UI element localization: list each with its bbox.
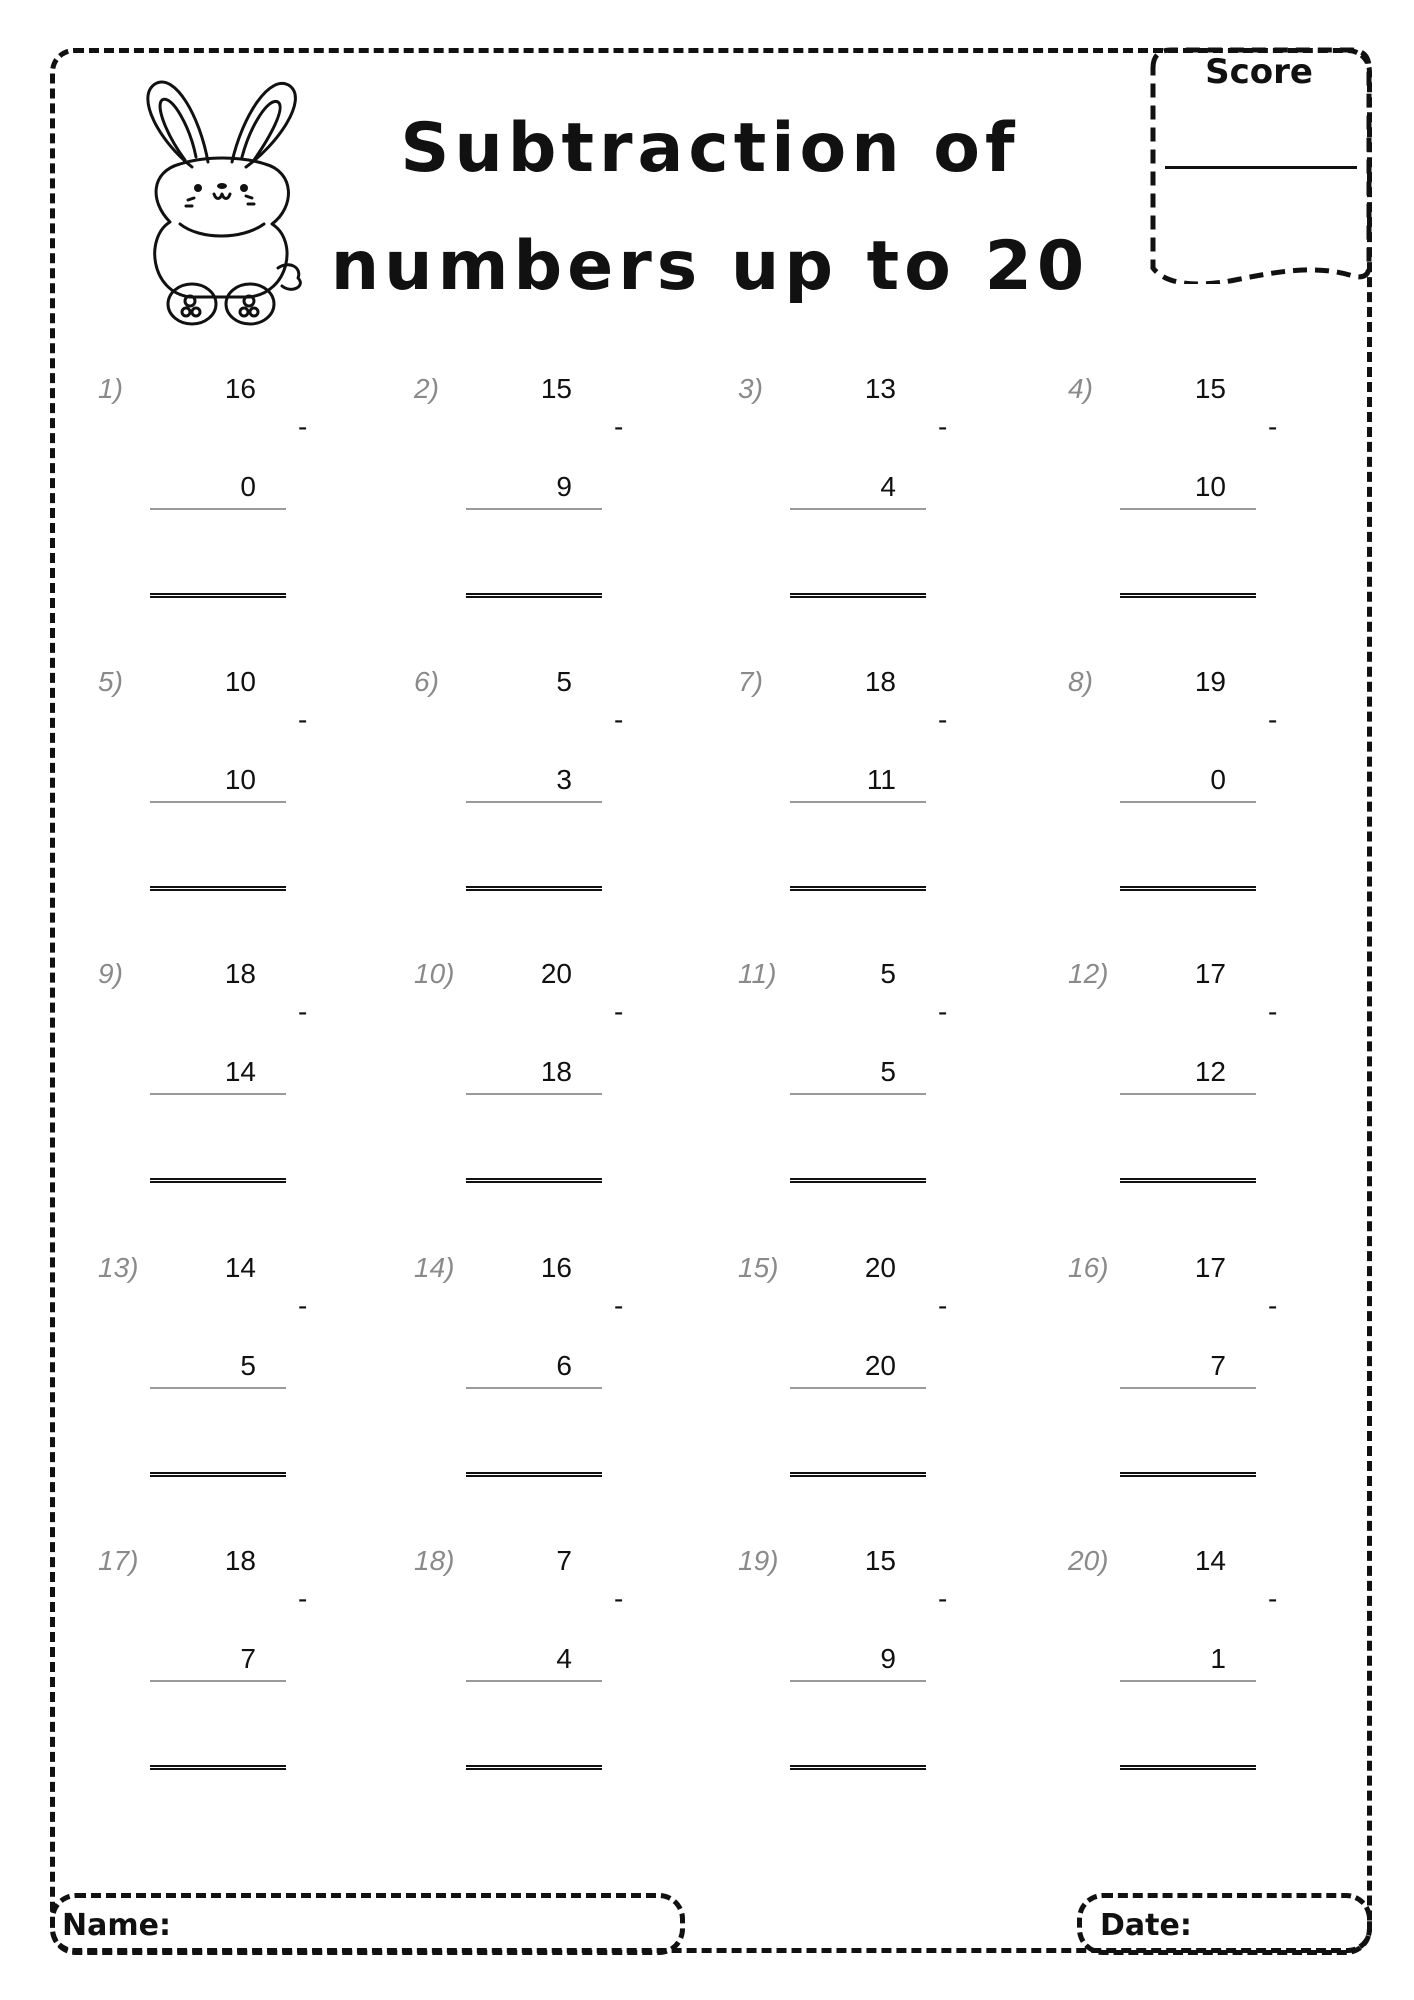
problem-number: 9): [98, 958, 123, 989]
minus-sign: -: [1268, 1290, 1278, 1321]
subtrahend: 9: [880, 1643, 896, 1674]
answer-line[interactable]: [150, 1472, 286, 1477]
minus-sign: -: [938, 704, 948, 735]
problem-12: [1068, 958, 1368, 1218]
problem-6: [414, 666, 714, 926]
minus-sign: -: [1268, 411, 1278, 442]
title-line-1: Subtraction of: [400, 109, 1020, 188]
minuend: 19: [1194, 666, 1226, 697]
underline: [150, 1680, 286, 1682]
problem-number: 8): [1068, 666, 1093, 697]
problem-7: [738, 666, 1038, 926]
problem-9: [98, 958, 398, 1218]
subtrahend: 10: [1194, 471, 1226, 502]
date-label: Date:: [1100, 1908, 1192, 1943]
problem-number: 6): [414, 666, 439, 697]
problem-number: 7): [738, 666, 763, 697]
subtrahend: 20: [864, 1350, 896, 1381]
problem-number: 10): [414, 958, 455, 989]
answer-line[interactable]: [466, 1765, 602, 1770]
problem-number: 15): [738, 1252, 779, 1283]
minus-sign: -: [614, 1290, 624, 1321]
answer-line[interactable]: [466, 1178, 602, 1183]
problem-number: 14): [414, 1252, 455, 1283]
underline: [1120, 1680, 1256, 1682]
answer-line[interactable]: [790, 886, 926, 891]
answer-line[interactable]: [466, 1472, 602, 1477]
minuend: 20: [540, 958, 572, 989]
problem-5: [98, 666, 398, 926]
minus-sign: -: [614, 411, 624, 442]
score-label: Score: [1205, 52, 1313, 92]
underline: [466, 1387, 602, 1389]
underline: [790, 1387, 926, 1389]
title-line-2: numbers up to 20: [330, 227, 1090, 306]
minus-sign: -: [938, 1583, 948, 1614]
minuend: 20: [864, 1252, 896, 1283]
minus-sign: -: [1268, 704, 1278, 735]
problem-number: 5): [98, 666, 123, 697]
subtrahend: 4: [556, 1643, 572, 1674]
minuend: 13: [864, 373, 896, 404]
problem-4: [1068, 373, 1368, 633]
worksheet-title: [330, 90, 1090, 326]
subtrahend: 11: [866, 764, 896, 795]
problem-number: 12): [1068, 958, 1109, 989]
answer-line[interactable]: [466, 886, 602, 891]
problem-18: [414, 1545, 714, 1805]
minus-sign: -: [1268, 1583, 1278, 1614]
minuend: 7: [556, 1545, 572, 1576]
underline: [466, 508, 602, 510]
minus-sign: -: [938, 1290, 948, 1321]
name-label: Name:: [62, 1908, 171, 1943]
problem-2: [414, 373, 714, 633]
problem-1: [98, 373, 398, 633]
problem-15: [738, 1252, 1038, 1512]
problem-13: [98, 1252, 398, 1512]
underline: [150, 508, 286, 510]
minuend: 15: [1194, 373, 1226, 404]
answer-line[interactable]: [466, 593, 602, 598]
subtrahend: 18: [540, 1056, 572, 1087]
subtrahend: 3: [556, 764, 572, 795]
answer-line[interactable]: [1120, 886, 1256, 891]
underline: [1120, 508, 1256, 510]
problem-number: 11): [738, 958, 777, 989]
problem-number: 19): [738, 1545, 779, 1576]
subtrahend: 12: [1194, 1056, 1226, 1087]
underline: [790, 508, 926, 510]
subtrahend: 0: [240, 471, 256, 502]
minuend: 17: [1194, 1252, 1226, 1283]
problem-20: [1068, 1545, 1368, 1805]
minuend: 18: [224, 1545, 256, 1576]
subtrahend: 6: [556, 1350, 572, 1381]
minus-sign: -: [614, 1583, 624, 1614]
answer-line[interactable]: [790, 593, 926, 598]
answer-line[interactable]: [1120, 1472, 1256, 1477]
score-line[interactable]: [1165, 166, 1357, 169]
problem-number: 3): [738, 373, 763, 404]
minus-sign: -: [298, 1583, 308, 1614]
minus-sign: -: [298, 411, 308, 442]
minus-sign: -: [1268, 996, 1278, 1027]
problem-17: [98, 1545, 398, 1805]
underline: [790, 1680, 926, 1682]
minuend: 17: [1194, 958, 1226, 989]
answer-line[interactable]: [790, 1472, 926, 1477]
subtrahend: 0: [1210, 764, 1226, 795]
underline: [1120, 801, 1256, 803]
subtrahend: 1: [1210, 1643, 1226, 1674]
minuend: 18: [224, 958, 256, 989]
underline: [150, 801, 286, 803]
answer-line[interactable]: [790, 1765, 926, 1770]
subtrahend: 10: [224, 764, 256, 795]
minuend: 16: [224, 373, 256, 404]
answer-line[interactable]: [1120, 1765, 1256, 1770]
underline: [1120, 1093, 1256, 1095]
problem-number: 4): [1068, 373, 1093, 404]
answer-line[interactable]: [790, 1178, 926, 1183]
underline: [150, 1387, 286, 1389]
minus-sign: -: [614, 996, 624, 1027]
underline: [466, 1093, 602, 1095]
minuend: 5: [556, 666, 572, 697]
underline: [790, 1093, 926, 1095]
answer-line[interactable]: [150, 886, 286, 891]
answer-line[interactable]: [150, 593, 286, 598]
minus-sign: -: [298, 996, 308, 1027]
answer-line[interactable]: [1120, 593, 1256, 598]
minus-sign: -: [298, 1290, 308, 1321]
problem-3: [738, 373, 1038, 633]
minus-sign: -: [614, 704, 624, 735]
problem-number: 17): [98, 1545, 139, 1576]
problem-10: [414, 958, 714, 1218]
problem-number: 13): [98, 1252, 139, 1283]
underline: [790, 801, 926, 803]
subtrahend: 4: [880, 471, 896, 502]
problem-number: 2): [414, 373, 439, 404]
problem-number: 20): [1068, 1545, 1109, 1576]
minuend: 15: [864, 1545, 896, 1576]
subtrahend: 9: [556, 471, 572, 502]
minus-sign: -: [938, 411, 948, 442]
answer-line[interactable]: [150, 1765, 286, 1770]
minuend: 14: [224, 1252, 256, 1283]
minuend: 15: [540, 373, 572, 404]
minuend: 18: [864, 666, 896, 697]
minus-sign: -: [298, 704, 308, 735]
problem-19: [738, 1545, 1038, 1805]
underline: [1120, 1387, 1256, 1389]
bunny-illustration: [130, 72, 310, 342]
minuend: 5: [880, 958, 896, 989]
problem-14: [414, 1252, 714, 1512]
subtrahend: 5: [880, 1056, 896, 1087]
answer-line[interactable]: [1120, 1178, 1256, 1183]
subtrahend: 7: [1210, 1350, 1226, 1381]
underline: [466, 1680, 602, 1682]
minuend: 14: [1194, 1545, 1226, 1576]
problem-11: [738, 958, 1038, 1218]
problem-number: 16): [1068, 1252, 1109, 1283]
minuend: 10: [224, 666, 256, 697]
problem-number: 18): [414, 1545, 455, 1576]
minus-sign: -: [938, 996, 948, 1027]
problem-number: 1): [98, 373, 123, 404]
minuend: 16: [540, 1252, 572, 1283]
subtrahend: 14: [224, 1056, 256, 1087]
subtrahend: 7: [240, 1643, 256, 1674]
answer-line[interactable]: [150, 1178, 286, 1183]
underline: [466, 801, 602, 803]
problem-16: [1068, 1252, 1368, 1512]
underline: [150, 1093, 286, 1095]
subtrahend: 5: [240, 1350, 256, 1381]
problem-8: [1068, 666, 1368, 926]
